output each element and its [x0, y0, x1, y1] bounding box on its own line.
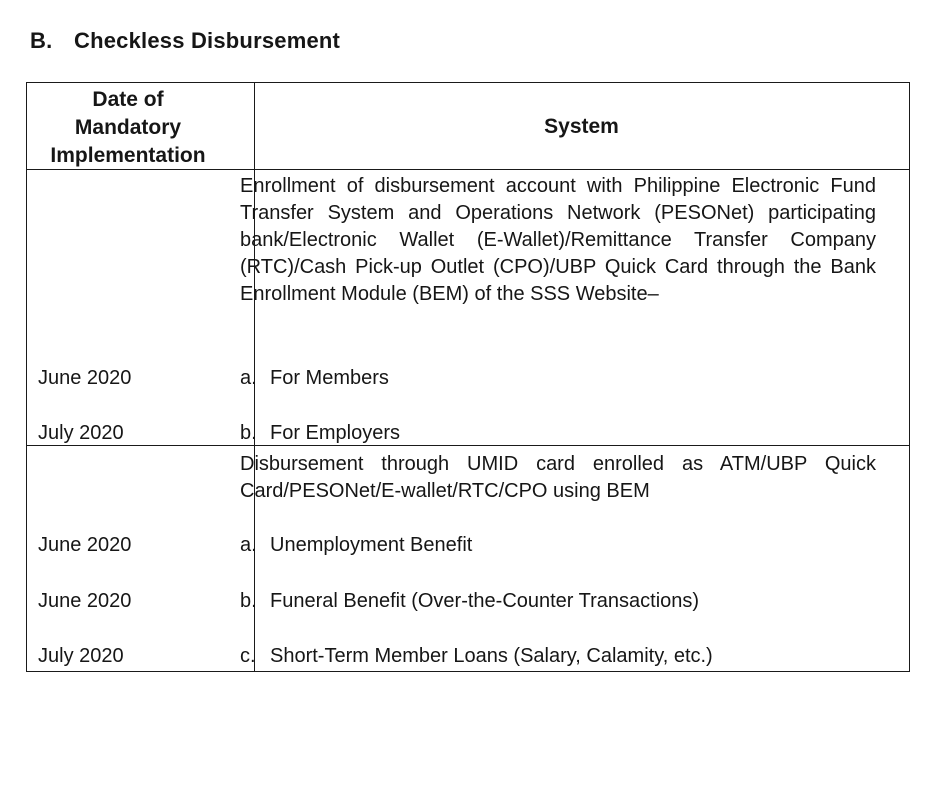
group-2-item-a-date: June 2020: [38, 534, 132, 556]
group-1-description: Enrollment of disbursement account with Philippine Electronic Fund Transfer System and Operations Network (PESONet) participating bank/Electronic Wallet (E-Wallet)/Remittance Transfer Company (RTC)/Cash Pick-up Outlet (CPO)/UBP Quick Card through the Bank Enrollment Module (BEM) of the SSS Website–: [240, 175, 876, 305]
item-text: For Members: [270, 367, 389, 389]
item-label: b.: [240, 422, 257, 444]
header-date-of-implementation: [27, 86, 229, 170]
item-text: Unemployment Benefit: [270, 534, 473, 556]
disbursement-table: [26, 82, 910, 672]
item-text: Short-Term Member Loans (Salary, Calamity, etc.): [270, 645, 713, 667]
section-letter: B.: [30, 28, 53, 53]
section-title: Checkless Disbursement: [74, 28, 341, 53]
group-1-item-b: [240, 421, 400, 445]
group-2-description: Disbursement through UMID card enrolled as ATM/UBP Quick Card/PESONet/E-wallet/RTC/CPO using BEM: [240, 453, 876, 502]
group-1-item-a-date: June 2020: [38, 367, 132, 389]
header-system: System: [544, 115, 619, 138]
group-1-item-b-date: July 2020: [38, 422, 124, 444]
group-2-item-b-date: June 2020: [38, 590, 132, 612]
group-1-item-a: [240, 366, 389, 390]
item-text: For Employers: [270, 422, 401, 444]
item-label: a.: [240, 367, 257, 389]
header-date-line: Mandatory: [74, 116, 182, 139]
group-2-item-b: [240, 589, 699, 613]
item-text: Funeral Benefit (Over-the-Counter Transactions): [270, 590, 700, 612]
item-label: b.: [240, 590, 257, 612]
group-2-item-a: [240, 533, 472, 557]
section-heading: [30, 28, 340, 54]
header-date-line: Implementation: [50, 144, 206, 167]
group-2-item-c: [240, 644, 713, 668]
item-label: c.: [240, 645, 256, 667]
group-2-item-c-date: July 2020: [38, 645, 124, 667]
header-date-line: Date of: [92, 88, 164, 111]
group-divider: [27, 445, 909, 446]
item-label: a.: [240, 534, 257, 556]
